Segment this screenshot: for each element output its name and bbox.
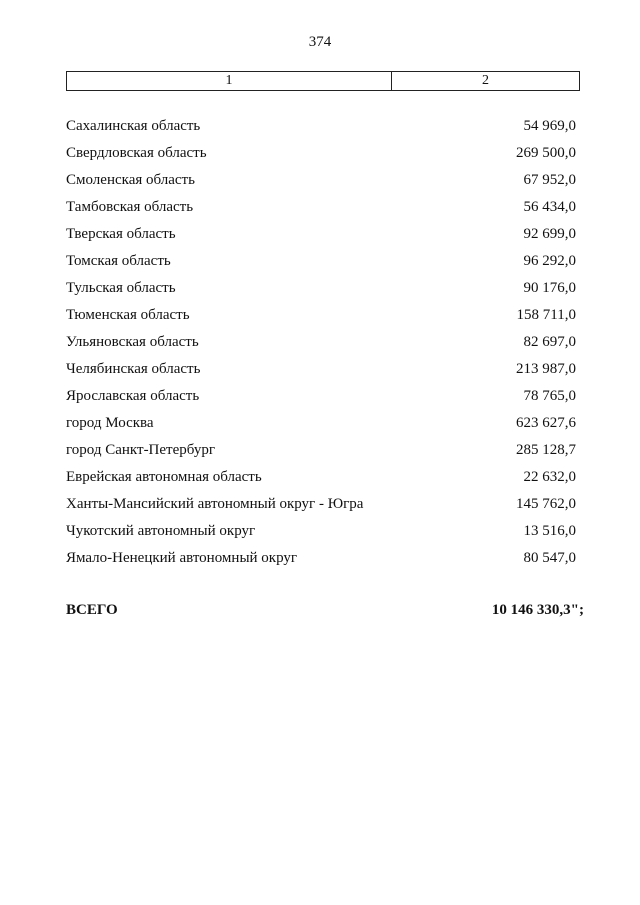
table-row (66, 197, 576, 224)
region-value: 13 516,0 (523, 523, 576, 539)
region-name: город Санкт-Петербург (66, 442, 215, 458)
region-value: 623 627,6 (516, 415, 576, 431)
region-value: 67 952,0 (523, 172, 576, 188)
region-name: Чукотский автономный округ (66, 523, 256, 539)
region-name: Тамбовская область (66, 199, 194, 215)
region-name: город Москва (66, 415, 154, 431)
table-row (66, 386, 576, 413)
region-name: Ульяновская область (66, 334, 199, 350)
region-value: 145 762,0 (516, 496, 576, 512)
table-row (66, 494, 576, 521)
region-value: 80 547,0 (523, 550, 576, 566)
column-header-2: 2 (482, 73, 489, 88)
region-value: 56 434,0 (523, 199, 576, 215)
column-header-table (66, 71, 580, 91)
page-number: 374 (308, 34, 332, 50)
table-row (66, 440, 576, 467)
table-row (66, 143, 576, 170)
table-row (66, 251, 576, 278)
region-list (66, 116, 576, 575)
total-value: 10 146 330,3"; (491, 602, 584, 618)
table-row (66, 413, 576, 440)
table-row (66, 170, 576, 197)
region-value: 158 711,0 (516, 307, 576, 323)
table-row (66, 305, 576, 332)
column-header-1: 1 (67, 72, 392, 90)
region-name: Ханты-Мансийский автономный округ - Югра (66, 496, 364, 512)
region-value: 90 176,0 (523, 280, 576, 296)
region-value: 96 292,0 (523, 253, 576, 269)
table-row (66, 278, 576, 305)
region-name: Свердловская область (66, 145, 207, 161)
region-value: 92 699,0 (523, 226, 576, 242)
table-row (66, 521, 576, 548)
region-name: Ямало-Ненецкий автономный округ (66, 550, 298, 566)
region-value: 269 500,0 (516, 145, 576, 161)
region-value: 285 128,7 (516, 442, 576, 458)
table-row (66, 224, 576, 251)
region-value: 78 765,0 (523, 388, 576, 404)
total-row (66, 602, 584, 619)
table-row (66, 359, 576, 386)
region-name: Тверская область (66, 226, 176, 242)
region-name: Челябинская область (66, 361, 201, 377)
table-row (66, 332, 576, 359)
region-name: Сахалинская область (66, 118, 201, 134)
region-name: Тюменская область (66, 307, 190, 323)
region-value: 82 697,0 (523, 334, 576, 350)
region-name: Тульская область (66, 280, 176, 296)
region-name: Еврейская автономная область (66, 469, 262, 485)
region-value: 54 969,0 (523, 118, 576, 134)
region-value: 22 632,0 (523, 469, 576, 485)
table-row (66, 548, 576, 575)
region-name: Смоленская область (66, 172, 195, 188)
total-label: ВСЕГО (66, 602, 118, 618)
table-row (66, 116, 576, 143)
table-row (66, 467, 576, 494)
region-value: 213 987,0 (516, 361, 576, 377)
region-name: Ярославская область (66, 388, 200, 404)
region-name: Томская область (66, 253, 171, 269)
